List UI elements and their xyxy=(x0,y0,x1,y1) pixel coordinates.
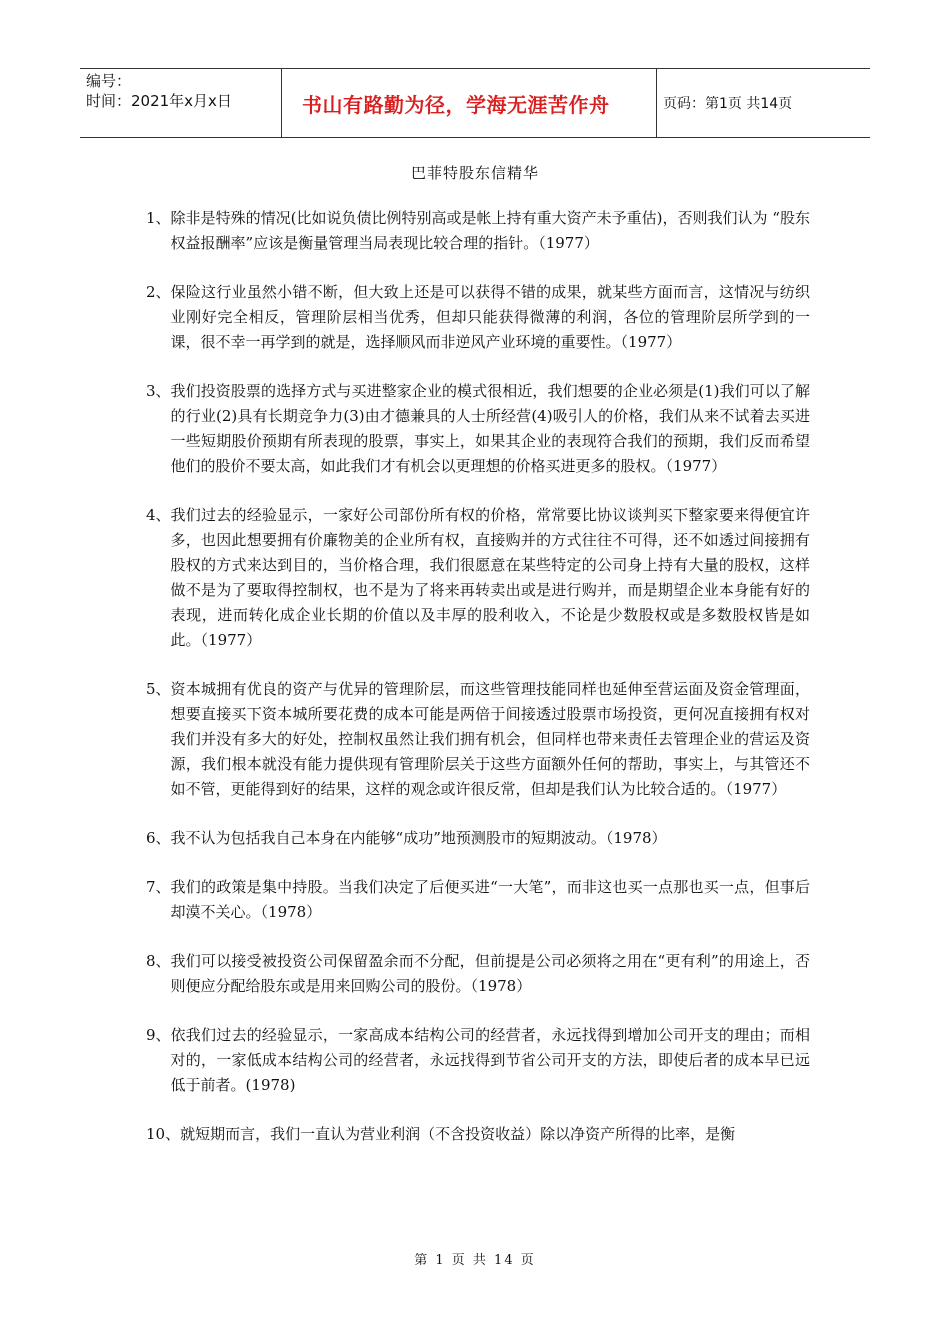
page-header xyxy=(80,68,870,138)
list-item xyxy=(146,280,810,355)
list-item-number: 4、 xyxy=(146,506,171,524)
list-item-text: 就短期而言，我们一直认为营业利润（不含投资收益）除以净资产所得的比率，是衡 xyxy=(180,1125,736,1143)
list-item xyxy=(146,1122,810,1147)
list-item xyxy=(146,875,810,925)
document-title: 巴菲特股东信精华 xyxy=(410,164,539,182)
list-item xyxy=(146,379,810,479)
list-item-text: 依我们过去的经验显示，一家高成本结构公司的经营者，永远找得到增加公司开支的理由；而相对的，一家低成本结构公司的经营者，永远找得到节省公司开支的方法，即使后者的成本早已远低于前者。(1978) xyxy=(170,1026,810,1094)
list-item-number: 10、 xyxy=(146,1125,181,1143)
header-page-label: 页码：第1页 共14页 xyxy=(663,96,793,112)
document-number-label: 编号： xyxy=(86,72,132,90)
list-item-number: 7、 xyxy=(146,878,171,896)
list-item-text: 我们投资股票的选择方式与买进整家企业的模式很相近，我们想要的企业必须是(1)我们可以了解的行业(2)具有长期竞争力(3)由才德兼具的人士所经营(4)吸引人的价格，我们从来不试着去买进一些短期股价预期有所表现的股票，事实上，如果其企业的表现符合我们的预期，我们反而希望他们的股价不要太高，如此我们才有机会以更理想的价格买进更多的股权。（1977） xyxy=(170,382,810,475)
header-page-cell xyxy=(657,69,870,137)
list-item xyxy=(146,949,810,999)
list-item xyxy=(146,1023,810,1098)
list-item-text: 我们可以接受被投资公司保留盈余而不分配，但前提是公司必须将之用在“更有利”的用途上，否则便应分配给股东或是用来回购公司的股份。（1978） xyxy=(170,952,810,995)
header-motto-cell xyxy=(282,69,657,137)
list-item-number: 9、 xyxy=(146,1026,171,1044)
list-item-number: 1、 xyxy=(146,209,171,227)
list-item xyxy=(146,677,810,802)
list-item-text: 我们的政策是集中持股。当我们决定了后便买进“一大笔”，而非这也买一点那也买一点，但事后却漠不关心。（1978） xyxy=(170,878,810,921)
list-item-text: 保险这行业虽然小错不断，但大致上还是可以获得不错的成果，就某些方面而言，这情况与纺织业刚好完全相反，管理阶层相当优秀，但却只能获得微薄的利润，各位的管理阶层所学到的一课，很不幸一再学到的就是，选择顺风而非逆风产业环境的重要性。（1977） xyxy=(170,283,810,351)
list-item-text: 我不认为包括我自己本身在内能够“成功”地预测股市的短期波动。（1978） xyxy=(170,829,667,847)
list-item-number: 5、 xyxy=(146,680,171,698)
list-item-text: 除非是特殊的情况(比如说负债比例特别高或是帐上持有重大资产未予重估)，否则我们认为 “股东权益报酬率”应该是衡量管理当局表现比较合理的指针。（1977） xyxy=(170,209,810,252)
document-date-label: 时间：2021年x月x日 xyxy=(86,92,232,110)
page-footer: 第 1 页 共 14 页 xyxy=(414,1253,536,1268)
list-item xyxy=(146,503,810,653)
list-item-text: 我们过去的经验显示，一家好公司部份所有权的价格，常常要比协议谈判买下整家要来得便宜许多，也因此想要拥有价廉物美的企业所有权，直接购并的方式往往不可得，还不如透过间接拥有股权的方式来达到目的，当价格合理，我们很愿意在某些特定的公司身上持有大量的股权，这样做不是为了要取得控制权，也不是为了将来再转卖出或是进行购并，而是期望企业本身能有好的表现，进而转化成企业长期的价值以及丰厚的股利收入，不论是少数股权或是多数股权皆是如此。（1977） xyxy=(170,506,810,649)
list-item-number: 2、 xyxy=(146,283,171,301)
header-motto: 书山有路勤为径，学海无涯苦作舟 xyxy=(302,92,610,117)
list-item xyxy=(146,206,810,256)
header-info-cell xyxy=(80,69,282,137)
list-item-number: 3、 xyxy=(146,382,171,400)
list-item xyxy=(146,826,810,851)
document-body xyxy=(146,206,810,1171)
list-item-text: 资本城拥有优良的资产与优异的管理阶层，而这些管理技能同样也延伸至营运面及资金管理面，想要直接买下资本城所要花费的成本可能是两倍于间接透过股票市场投资，更何况直接拥有权对我们并没有多大的好处，控制权虽然让我们拥有机会，但同样也带来责任去管理企业的营运及资源，我们根本就没有能力提供现有管理阶层关于这些方面额外任何的帮助，事实上，与其管还不如不管，更能得到好的结果，这样的观念或许很反常，但却是我们认为比较合适的。（1977） xyxy=(170,680,810,798)
list-item-number: 8、 xyxy=(146,952,171,970)
list-item-number: 6、 xyxy=(146,829,171,847)
